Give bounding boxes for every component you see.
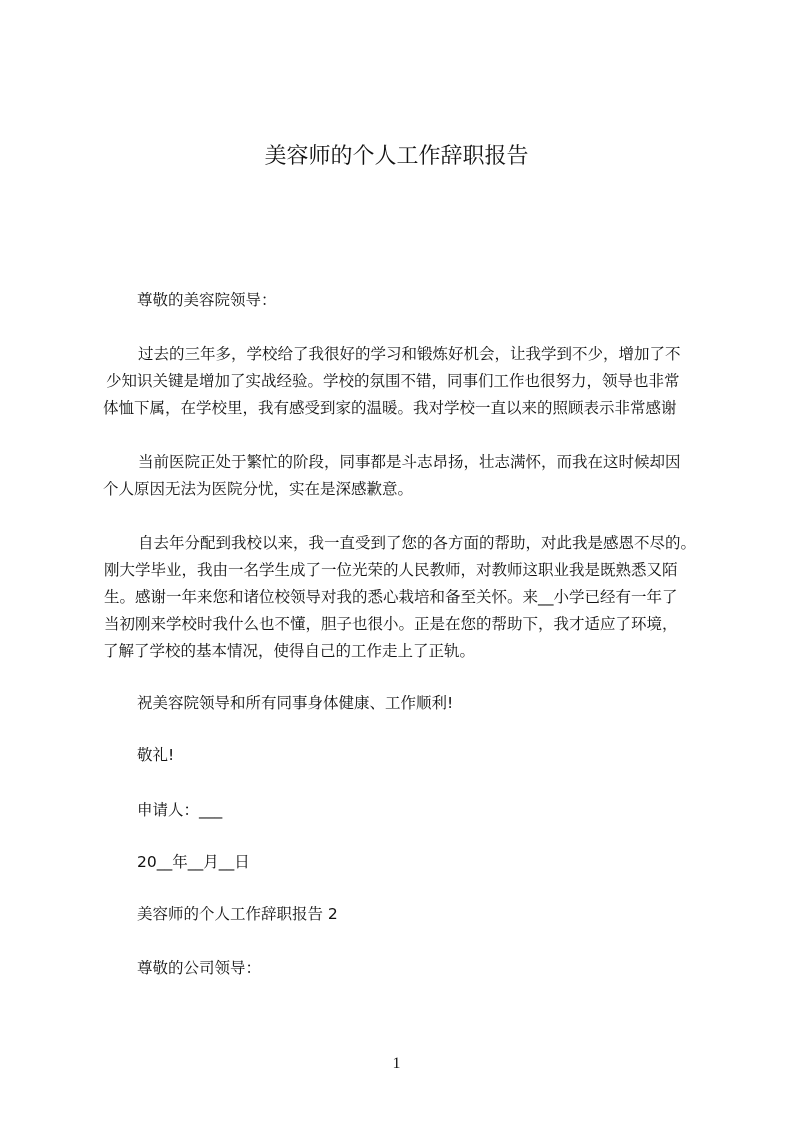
text-line: 少知识关键是增加了实战经验。学校的氛围不错，同事们工作也很努力，领导也非常 bbox=[106, 372, 680, 390]
text-line: 了解了学校的基本情况，使得自己的工作走上了正轨。 bbox=[103, 642, 476, 660]
section-heading: 美容师的个人工作辞职报告 2 bbox=[137, 905, 338, 923]
text-line: 体恤下属，在学校里，我有感受到家的温暖。我对学校一直以来的照顾表示非常感谢 bbox=[103, 399, 677, 417]
applicant-line: 申请人：___ bbox=[137, 801, 223, 819]
wishes-line: 祝美容院领导和所有同事身体健康、工作顺利! bbox=[137, 694, 454, 712]
text-line: 当前医院正处于繁忙的阶段，同事都是斗志昂扬，壮志满怀，而我在这时候却因 bbox=[138, 453, 681, 471]
closing-line: 敬礼! bbox=[137, 746, 175, 764]
salutation: 尊敬的美容院领导： bbox=[137, 291, 277, 309]
document-title: 美容师的个人工作辞职报告 bbox=[264, 144, 529, 169]
date-line: 20__年__月__日 bbox=[137, 853, 250, 871]
page-number: 1 bbox=[392, 1055, 401, 1072]
text-line: 过去的三年多，学校给了我很好的学习和锻炼好机会，让我学到不少，增加了不 bbox=[138, 345, 681, 363]
text-line: 生。感谢一年来您和诸位校领导对我的悉心栽培和备至关怀。来__小学已经有一年了 bbox=[104, 588, 678, 606]
text-line: 刚大学毕业，我由一名学生成了一位光荣的人民教师，对教师这职业我是既熟悉又陌 bbox=[104, 561, 678, 579]
text-line: 个人原因无法为医院分忧，实在是深感歉意。 bbox=[103, 480, 414, 498]
salutation: 尊敬的公司领导： bbox=[137, 959, 262, 977]
text-line: 自去年分配到我校以来，我一直受到了您的各方面的帮助，对此我是感恩不尽的。 bbox=[138, 534, 697, 552]
text-line: 当初刚来学校时我什么也不懂，胆子也很小。正是在您的帮助下，我才适应了环境， bbox=[104, 615, 678, 633]
